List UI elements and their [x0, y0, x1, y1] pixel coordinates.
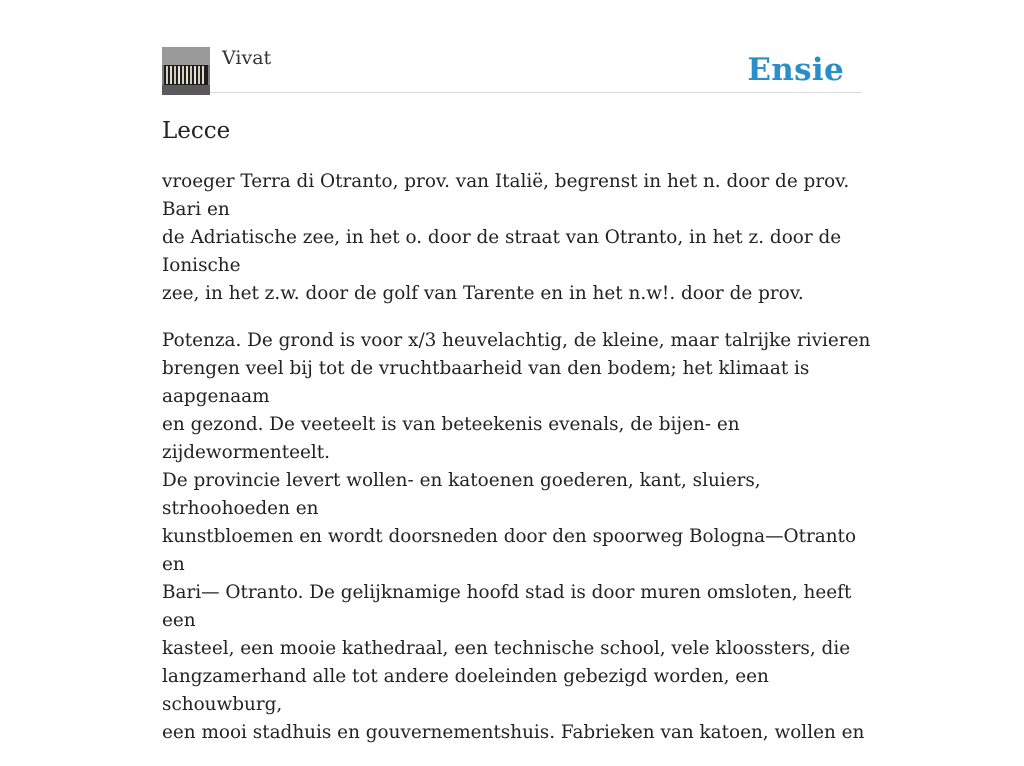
paragraph-1: vroeger Terra di Otranto, prov. van Italië, begrenst in het n. door de prov. Bari en de Adriatische zee, in het o. door de straat van Otranto, in het z. door de Ionische zee, in het z.w. door de golf van Tarente en in het n.w!. door de prov.: [162, 171, 850, 304]
article-body: [162, 168, 872, 766]
avatar[interactable]: [162, 47, 210, 95]
article-header: [162, 46, 862, 93]
page-title: Lecce: [162, 118, 231, 144]
brand-logo[interactable]: Ensie: [747, 52, 844, 88]
author-name[interactable]: Vivat: [222, 47, 272, 69]
paragraph-2: Potenza. De grond is voor x/3 heuvelachtig, de kleine, maar talrijke rivieren brengen veel bij tot de vruchtbaarheid van den bodem; het klimaat is aapgenaam en gezond. De veeteelt is van beteekenis evenals, de bijen- en zijdewormenteelt. De provincie levert wollen- en katoenen goederen, kant, sluiers, strhoohoeden en kunstbloemen en wordt doorsneden door den spoorweg Bologna—Otranto en Bari— Otranto. De gelijknamige hoofd stad is door muren omsloten, heeft een kasteel, een mooie kathedraal, een technische school, vele kloossters, die langzamerhand alle tot andere doeleinden gebezigd worden, een schouwburg, een mooi stadhuis en gouvernementshuis. Fabrieken van katoen, wollen en: [162, 330, 871, 743]
book-shelf-icon: [162, 47, 210, 95]
